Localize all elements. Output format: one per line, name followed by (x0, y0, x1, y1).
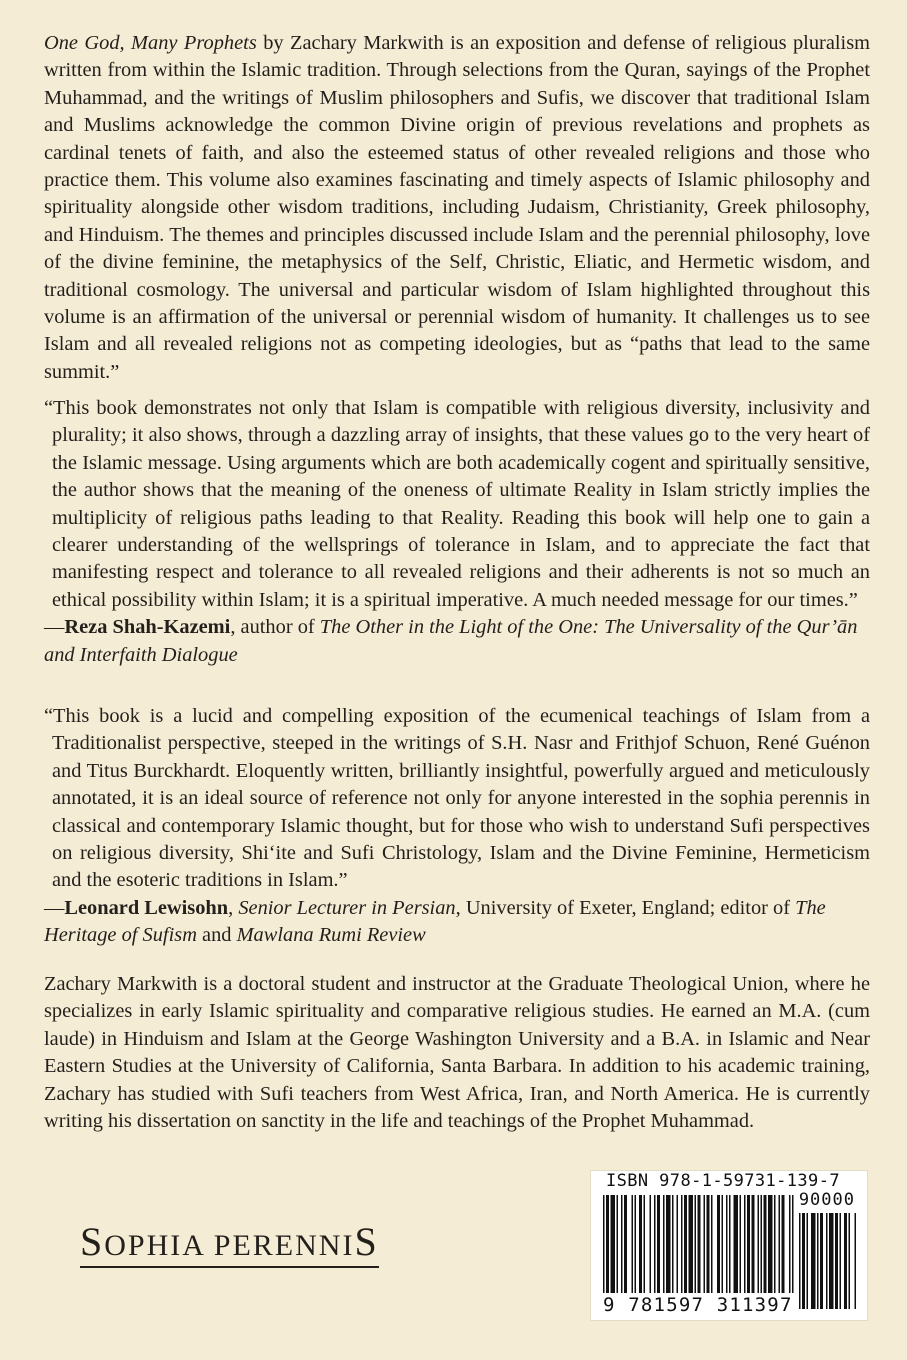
barcode-bar (789, 1195, 791, 1293)
barcode-bar (657, 1195, 660, 1293)
author-bio (44, 971, 870, 1135)
barcode-bar (726, 1195, 728, 1293)
endorsement-1-text: “This book demonstrates not only that Islam is compatible with religious diversity, inclusivity and plurality; it also shows, through a dazzling array of insights, that these values go to the very heart of the Islamic message. Using arguments which are both academically cogent and spiritually sensitive, the author shows that the meaning of the oneness of ultimate Reality in Islam strictly implies the multiplicity of religious paths leading to that Reality. Reading this book will help one to gain a clearer understanding of the wellsprings of tolerance in Islam, and to appreciate the fact that manifesting respect and tolerance to all revealed religions and their adherents is not so much an ethical possibility within Islam; it is a spiritual imperative. A much needed message for our times.” (44, 397, 870, 611)
barcode-bar (761, 1195, 763, 1293)
barcode-bar (779, 1195, 781, 1293)
endorsement-2-attribution: —Leonard Lewisohn, Senior Lecturer in Persian, University of Exeter, England; editor of The Heritage of Sufism and Mawlana Rumi Review (44, 896, 826, 947)
addon-bar (840, 1213, 842, 1309)
endorser-name: Leonard Lewisohn (64, 896, 229, 919)
endorsement-2-text: “This book is a lucid and compelling exposition of the ecumenical teachings of Islam from a Traditionalist perspective, steeped in the writings of S.H. Nasr and Frithjof Schuon, René Guénon and Titus Burckhardt. Eloquently written, brilliantly insightful, powerfully argued and meticulously annotated, it is an ideal source of reference not only for anyone interested in the sophia perennis in classical and contemporary Islamic thought, but for those who wish to understand Sufi perspectives on religious diversity, Shi‘ite and Sufi Christology, Islam and the Divine Feminine, Hermeticism and the esoteric traditions in Islam.” (44, 705, 870, 892)
barcode-bar (611, 1195, 616, 1293)
barcode-bar (632, 1195, 634, 1293)
barcode-bar (782, 1195, 785, 1293)
addon-bar (811, 1213, 816, 1309)
barcode-bar (677, 1195, 679, 1293)
barcode-bar (624, 1195, 627, 1293)
book-title: One God, Many Prophets (44, 32, 257, 54)
barcode-bar (758, 1195, 760, 1293)
barcode-bar (666, 1195, 671, 1293)
isbn-label: ISBN 978-1-59731-139-7 (606, 1171, 840, 1191)
barcode-bar (792, 1195, 794, 1293)
addon-bar (802, 1213, 805, 1309)
addon-bar (849, 1213, 851, 1309)
addon-bar (820, 1213, 823, 1309)
barcode-bar (711, 1195, 713, 1293)
addon-bar (799, 1213, 801, 1309)
addon-bar (829, 1213, 834, 1309)
barcode-number: 9 781597 311397 (603, 1294, 793, 1316)
barcode-bar (663, 1195, 665, 1293)
barcode-bar (704, 1195, 706, 1293)
endorser-work: The Other in the Light of the One: The Universality of the Qur’ān and Interfaith Dialogue (44, 616, 858, 666)
publisher-logo: SOPHIA PERENNIS (80, 1222, 379, 1262)
barcode-bar (606, 1195, 609, 1293)
barcode-bar (722, 1195, 724, 1293)
barcode-bar (635, 1195, 637, 1293)
barcode-bar (698, 1195, 701, 1293)
barcode-bar (639, 1195, 642, 1293)
barcode-bar (747, 1195, 750, 1293)
addon-bar (835, 1213, 838, 1309)
barcode-bar (689, 1195, 694, 1293)
endorsement-1 (44, 395, 870, 669)
barcode-bar (672, 1195, 674, 1293)
barcode-bar (734, 1195, 739, 1293)
addon-bar (844, 1213, 847, 1309)
isbn-barcode (591, 1171, 867, 1320)
book-description (44, 30, 870, 386)
endorser-name: Reza Shah-Kazemi (64, 616, 231, 639)
barcode-bar (654, 1195, 656, 1293)
barcode-bar (768, 1195, 773, 1293)
barcode-bar (774, 1195, 776, 1293)
barcode-bar (617, 1195, 619, 1293)
description-body: by Zachary Markwith is an exposition and defense of religious pluralism written from within the Islamic tradition. Through selections from the Quran, sayings of the Prophet Muhammad, and the writings of Muslim philosophers and Sufis, we discover that traditional Islam and Muslims acknowledge the common Divine origin of previous revelations and prophets as cardinal tenets of faith, and also the esteemed status of other revealed religions and those who practice them. This volume also examines fascinating and timely aspects of Islamic philosophy and spirituality alongside other wisdom traditions, including Judaism, Christianity, Greek philosophy, and Hinduism. The themes and principles discussed include Islam and the perennial philosophy, love of the divine feminine, the metaphysics of the Self, Christic, Eliatic, and Hermetic wisdom, and traditional cosmology. The universal and particular wisdom of Islam highlighted throughout this volume is an affirmation of the universal or perennial wisdom of humanity. It challenges us to see Islam and all revealed religions not as competing ideologies, but as “paths that lead to the same summit.” (44, 32, 870, 383)
barcode-bar (729, 1195, 731, 1293)
barcode-bar (621, 1195, 623, 1293)
barcode-bar (603, 1195, 605, 1293)
barcode-bar (644, 1195, 646, 1293)
barcode-bar (752, 1195, 755, 1293)
barcode-bar (717, 1195, 720, 1293)
addon-bar (855, 1213, 857, 1309)
barcode-bar (707, 1195, 710, 1293)
barcode-bar (650, 1195, 652, 1293)
addon-bar (826, 1213, 828, 1309)
logo-underline (80, 1266, 379, 1268)
endorsement-2 (44, 703, 870, 950)
barcode-bar (695, 1195, 697, 1293)
author-bio-text: Zachary Markwith is a doctoral student and instructor at the Graduate Theological Union, where he specializes in early Islamic spirituality and comparative religious studies. He earned an M.A. (cum laude) in Hinduism and Islam at the George Washington University and a B.A. in Islamic and Near Eastern Studies at the University of California, Santa Barbara. In addition to his academic training, Zachary has studied with Sufi teachers from West Africa, Iran, and North America. He is currently writing his dissertation on sanctity in the life and teachings of the Prophet Muhammad. (44, 973, 870, 1133)
barcode-bar (744, 1195, 746, 1293)
barcode-bar (740, 1195, 742, 1293)
barcode-bar (681, 1195, 683, 1293)
price-addon: 90000 (798, 1190, 855, 1210)
addon-bar (807, 1213, 809, 1309)
barcode-bar (684, 1195, 687, 1293)
barcode-bar (764, 1195, 767, 1293)
endorsement-1-attribution: —Reza Shah-Kazemi, author of The Other in the Light of the One: The Universality of the Qur’ān and Interfaith Dialogue (44, 616, 858, 666)
addon-bar (817, 1213, 819, 1309)
